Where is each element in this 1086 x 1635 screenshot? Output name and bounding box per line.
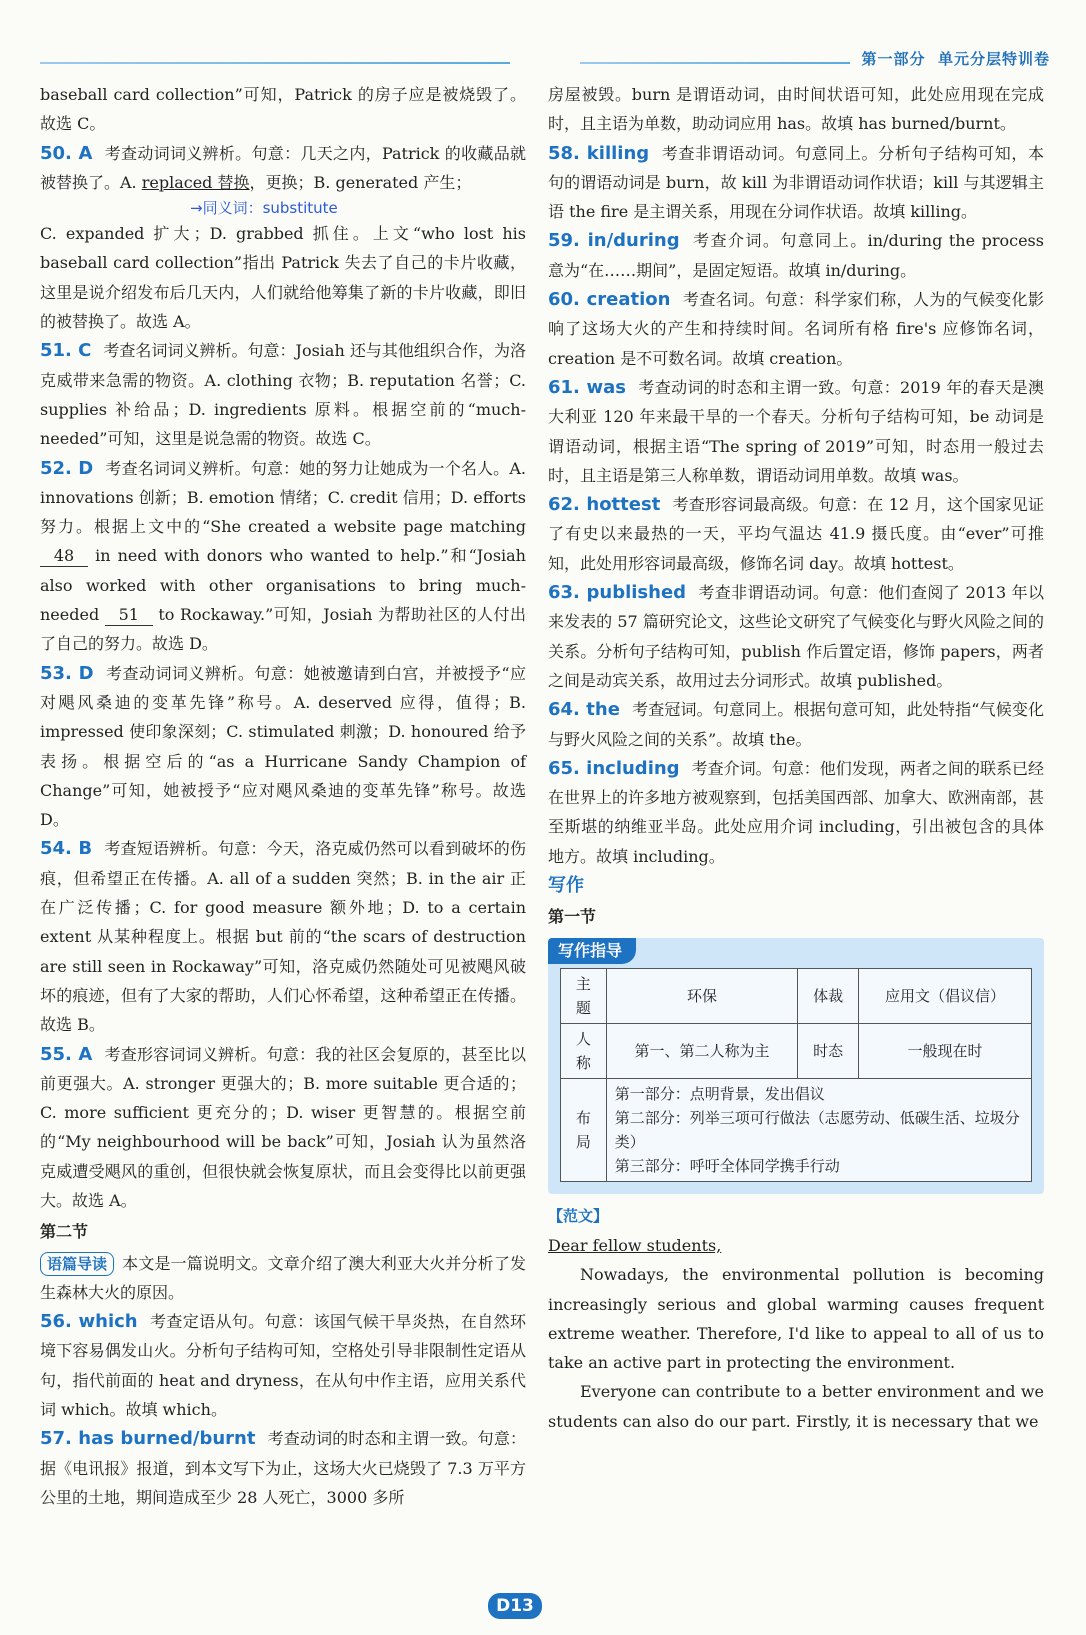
continued-text: 房屋被毁。burn 是谓语动词，由时间状语可知，此处应用现在完成时，且主语为单数，助动词应用 has。故填 has burned/burnt。 — [548, 85, 1044, 134]
answer-label: 55. A — [40, 1043, 93, 1065]
header-rule-right — [580, 62, 850, 64]
answer-label: 65. including — [548, 757, 680, 779]
sample-essay-label: 【范文】 — [548, 1206, 609, 1225]
blank-48: 48 — [40, 546, 88, 567]
answer-label: 57. has burned/burnt — [40, 1428, 256, 1450]
table-cell: 一般现在时 — [858, 1023, 1031, 1078]
answer-65: 65. including 考查介词。句意：他们发现，两者之间的联系已经在世界上的许多地方被观察到，包括美国西部、加拿大、欧洲南部，甚至斯堪的纳维亚半岛。此处应用介词 including，引出被包含的具体地方。故填 including。 — [548, 757, 1045, 866]
layout-part: 第二部分：列举三项可行做法（志愿劳动、低碳生活、垃圾分类） — [614, 1108, 1020, 1151]
layout-part: 第三部分：呼吁全体同学携手行动 — [614, 1156, 840, 1175]
right-column — [548, 80, 1044, 1436]
layout-cell — [606, 1078, 1031, 1181]
writing-guide-table — [560, 968, 1032, 1182]
writing-guide-title: 写作指导 — [548, 938, 636, 964]
left-column: baseball card collection”可知，Patrick 的房子应是被烧毁了。故选 C。 50. A 考查动词词义辨析。句意：几天之内，Patrick 的收藏品就被替换了。A. replaced 替换，更换；B. generated 产生； →同义词：substitute C. expanded 扩大；D. grabbed 抓住。上文“who lost his baseball card collection”指出 Patrick 失去了自己的卡片收藏，这里是说介绍发布后几天内，人们就给他筹集了新的卡片收藏，即旧的被替换了。故选 A。 51. C 考查名词词义辨析。句意：Josiah 还与其他组织合作，为洛克威带来急需的物资。A. clothing 衣物；B. reputation 名誉；C. supplies 补给品；D. ingredients 原料。根据空前的“much-needed”可知，这里是说急需的物资。故选 C。 52. D 考查名词词义辨析。句意：她的努力让她成为一个名人。A. innovations 创新；B. emotion 情绪；C. credit 信用；D. efforts 努力。根据上文中的“She created a website page matching 48 in need with donors who wanted to help.”和“Josiah also worked with other organisations to bring much-needed 51 to Rockaway.”可知，Josiah 为帮助社区的人付出了自己的努力。故选 D。 53. D 考查动词词义辨析。句意：她被邀请到白宫，并被授予“应对飓风桑迪的变革先锋”称号。A. deserved 应得，值得；B. impressed 使印象深刻；C. stimulated 刺激；D. honoured 给予表扬。根据空后的“as a Hurricane Sandy Champion of Change”可知，她被授予“应对飓风桑迪的变革先锋”称号。故选 D。 54. B 考查短语辨析。句意：今天，洛克威仍然可以看到破坏的伤痕，但希望正在传播。A. all of a sudden 突然；B. in the air 正在广泛传播；C. for good measure 额外地；D. to a certain extent 从某种程度上。根据 but 前的“the scars of destruction are still seen in Rockaway”可知，洛克威仍然随处可见被飓风破坏的痕迹，但有了大家的帮助，人们心怀希望，这种希望正在传播。故选 B。 55. A 考查形容词词义辨析。句意：我的社区会复原的，甚至比以前更强大。A. stronger 更强大的；B. more suitable 更合适的；C. more sufficient 更充分的；D. wiser 更智慧的。根据空前的“My neighbourhood will be back”可知，Josiah 认为虽然洛克威遭受飓风的重创，但很快就会恢复原状，而且会变得比以前更强大。故选 A。 第二节 语篇导读 本文是一篇说明文。文章介绍了澳大利亚大火并分析了发生森林大火的原因。 56. which 考查定语从句。句意：该国气候干旱炎热，在自然环境下容易偶发山火。分析句子结构可知，空格处引导非限制性定语从句，指代前面的 heat and dryness，在从句中作主语，应用关系代词 which。故填 which。 57. has burned/burnt 考查动词的时态和主谓一致。句意：据《电讯报》报道，到本文写下为止，这场大火已烧毁了 7.3 万平方公里的土地，期间造成至少 28 人死亡，3000 多所 — [40, 80, 526, 1512]
answer-51: 51. C 考查名词词义辨析。句意：Josiah 还与其他组织合作，为洛克威带来急需的物资。A. clothing 衣物；B. reputation 名誉；C. supplies 补给品；D. ingredients 原料。根据空前的“much-needed”可知，这里是说急需的物资。故选 C。 — [40, 340, 526, 449]
answer-label: 56. which — [40, 1311, 138, 1333]
writing-heading: 写作 — [548, 875, 584, 897]
answer-54: 54. B 考查短语辨析。句意：今天，洛克威仍然可以看到破坏的伤痕，但希望正在传播。A. all of a sudden 突然；B. in the air 正在广泛传播；C. for good measure 额外地；D. to a certain extent 从某种程度上。根据 but 前的“the scars of destruction are still seen in Rockaway”可知，洛克威仍然随处可见被飓风破坏的痕迹，但有了大家的帮助，人们心怀希望，这种希望正在传播。故选 B。 — [40, 838, 526, 1035]
answer-label: 50. A — [40, 142, 93, 164]
passage-guide: 语篇导读 本文是一篇说明文。文章介绍了澳大利亚大火并分析了发生森林大火的原因。 — [40, 1253, 526, 1302]
essay-paragraph: Everyone can contribute to a better environment and we students can also do our part. Firstly, it is necessary that we — [548, 1382, 1044, 1431]
answer-63: 63. published 考查非谓语动词。句意：他们查阅了 2013 年以来发表的 57 篇研究论文，这些论文研究了气候变化与野火风险之间的关系。分析句子结构可知，publish 作后置定语，修饰 papers，两者之间是动宾关系，故用过去分词形式。故填 published。 — [548, 582, 1044, 690]
answer-55: 55. A 考查形容词词义辨析。句意：我的社区会复原的，甚至比以前更强大。A. stronger 更强大的；B. more suitable 更合适的；C. more sufficient 更充分的；D. wiser 更智慧的。根据空前的“My neighbourhood will be back”可知，Josiah 认为虽然洛克威遭受飓风的重创，但很快就会恢复原状，而且会变得比以前更强大。故选 A。 — [40, 1043, 526, 1210]
answer-label: 58. killing — [548, 142, 650, 164]
answer-61: 61. was 考查动词的时态和主谓一致。句意：2019 年的春天是澳大利亚 120 年来最干旱的一个春天。分析句子结构可知，be 动词是谓语动词，根据主语“The spring of 2019”可知，时态用一般过去时，且主语是第三人称单数，谓语动词用单数。故填 was。 — [548, 376, 1044, 485]
table-cell: 环保 — [606, 968, 798, 1023]
answer-60: 60. creation 考查名词。句意：科学家们称，人为的气候变化影响了这场大火的产生和持续时间。名词所有格 fire's 应修饰名词，creation 是不可数名词。故填 creation。 — [548, 289, 1044, 368]
essay-paragraph: Nowadays, the environmental pollution is becoming increasingly serious and global warming causes frequent extreme weather. Therefore, I'd like to appeal to all of us to take an active part in protecting the environment. — [548, 1265, 1044, 1373]
answer-label: 63. published — [548, 582, 687, 604]
answer-label: 64. the — [548, 699, 620, 721]
table-cell: 应用文（倡议信） — [858, 968, 1031, 1023]
page-header — [40, 48, 1050, 76]
answer-57: 57. has burned/burnt 考查动词的时态和主谓一致。句意：据《电讯报》报道，到本文写下为止，这场大火已烧毁了 7.3 万平方公里的土地，期间造成至少 28 人死亡，3000 多所 — [40, 1428, 526, 1507]
answer-label: 52. D — [40, 457, 94, 479]
answer-64: 64. the 考查冠词。句意同上。根据句意可知，此处特指“气候变化与野火风险之间的关系”。故填 the。 — [548, 699, 1044, 749]
table-cell: 主题 — [561, 968, 607, 1023]
header-title: 第一部分 单元分层特训卷 — [861, 50, 1050, 68]
answer-label: 54. B — [40, 838, 93, 860]
section-2-heading: 第二节 — [40, 1222, 89, 1242]
table-cell: 时态 — [798, 1023, 859, 1078]
salutation: Dear fellow students, — [548, 1235, 722, 1255]
table-cell: 人称 — [561, 1023, 607, 1078]
guide-badge: 语篇导读 — [40, 1252, 114, 1276]
table-cell: 布局 — [561, 1078, 607, 1181]
answer-50: 50. A 考查动词词义辨析。句意：几天之内，Patrick 的收藏品就被替换了。A. replaced 替换，更换；B. generated 产生； — [40, 142, 526, 192]
intro-text: baseball card collection”可知，Patrick 的房子应是被烧毁了。故选 C。 — [40, 85, 526, 134]
underlined-word: replaced 替换 — [141, 172, 250, 192]
blank-51: 51 — [105, 605, 153, 626]
answer-label: 59. in/during — [548, 230, 680, 252]
answer-56: 56. which 考查定语从句。句意：该国气候干旱炎热，在自然环境下容易偶发山火。分析句子结构可知，空格处引导非限制性定语从句，指代前面的 heat and dryness，在从句中作主语，应用关系代词 which。故填 which。 — [40, 1311, 526, 1420]
answer-label: 62. hottest — [548, 494, 661, 516]
table-cell: 第一、第二人称为主 — [606, 1023, 798, 1078]
answer-label: 51. C — [40, 340, 92, 362]
table-row — [561, 1078, 1032, 1181]
answer-label: 53. D — [40, 662, 94, 684]
answer-53: 53. D 考查动词词义辨析。句意：她被邀请到白宫，并被授予“应对飓风桑迪的变革先锋”称号。A. deserved 应得，值得；B. impressed 使印象深刻；C. stimulated 刺激；D. honoured 给予表扬。根据空后的“as a Hurricane Sandy Champion of Change”可知，她被授予“应对飓风桑迪的变革先锋”称号。故选 D。 — [40, 662, 526, 830]
layout-part: 第一部分：点明背景，发出倡议 — [614, 1084, 825, 1103]
answer-label: 60. creation — [548, 289, 671, 311]
answer-label: 61. was — [548, 376, 626, 398]
page-number-badge: D13 — [488, 1593, 542, 1619]
section-1-heading: 第一节 — [548, 907, 597, 927]
table-cell: 体裁 — [798, 968, 859, 1023]
header-rule-left — [40, 62, 510, 64]
answer-52: 52. D 考查名词词义辨析。句意：她的努力让她成为一个名人。A. innovations 创新；B. emotion 情绪；C. credit 信用；D. efforts 努力。根据上文中的“She created a website page matching 48 in need with donors who wanted to help.”和“Josiah also worked with other organisations to bring much-needed 51 to Rockaway.”可知，Josiah 为帮助社区的人付出了自己的努力。故选 D。 — [40, 457, 526, 654]
handwritten-note: →同义词：substitute — [190, 199, 338, 218]
table-row — [561, 1023, 1032, 1078]
table-row — [561, 968, 1032, 1023]
answer-59: 59. in/during 考查介词。句意同上。in/during the process 意为“在……期间”，是固定短语。故填 in/during。 — [548, 230, 1044, 280]
writing-guide-box — [548, 938, 1044, 1194]
answer-58: 58. killing 考查非谓语动词。句意同上。分析句子结构可知，本句的谓语动词是 burn，故 kill 为非谓语动词作状语；kill 与其逻辑主语 the fire 是主谓关系，用现在分词作状语。故填 killing。 — [548, 142, 1044, 222]
answer-62: 62. hottest 考查形容词最高级。句意：在 12 月，这个国家见证了有史以来最热的一天，平均气温达 41.9 摄氏度。由“ever”可推知，此处用形容词最高级，修饰名词 day。故填 hottest。 — [548, 494, 1044, 573]
